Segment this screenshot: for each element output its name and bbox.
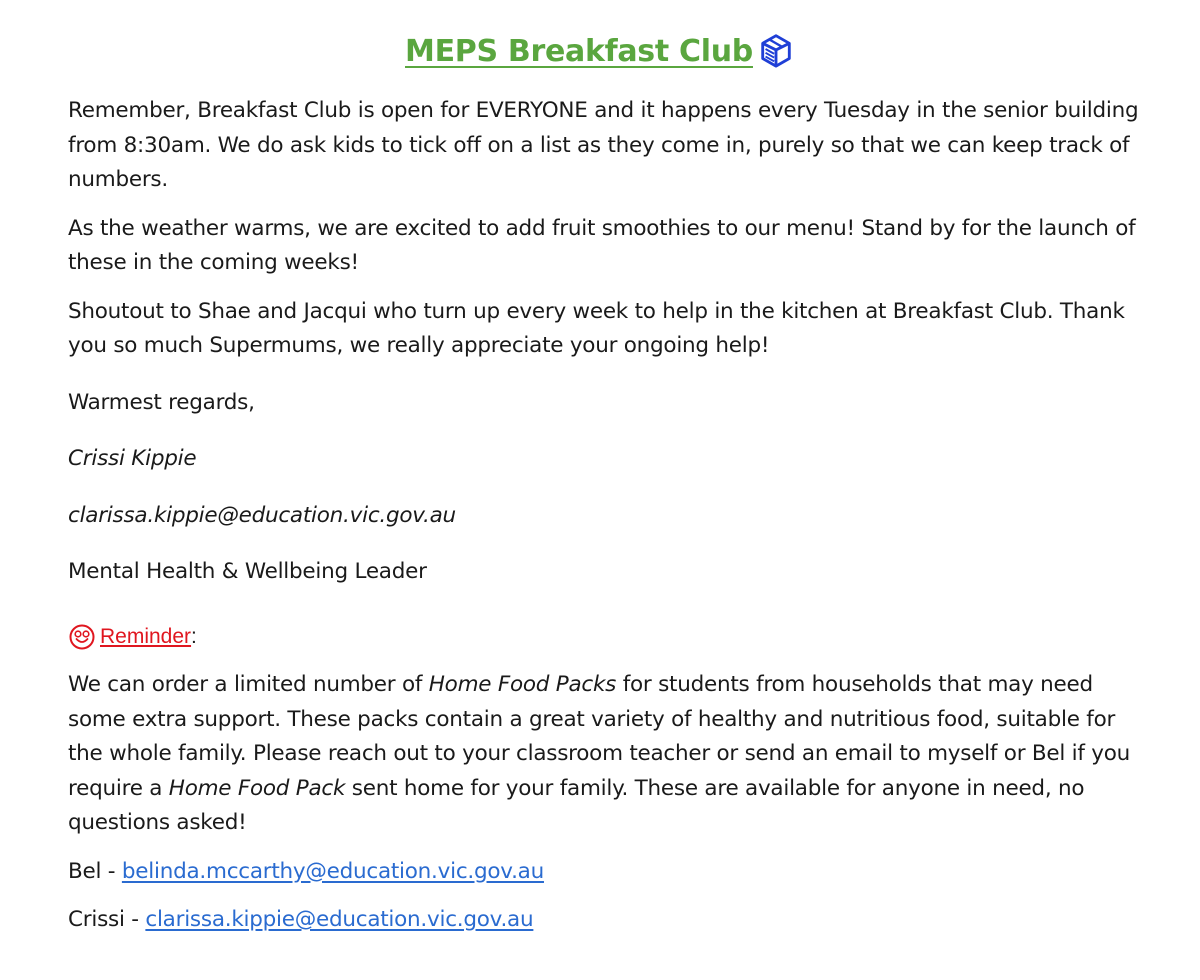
reminder-colon: :	[191, 624, 197, 648]
reminder-text-1: We can order a limited number of	[68, 672, 429, 697]
contact-crissi-name: Crissi -	[68, 907, 146, 932]
title-row	[0, 30, 1200, 69]
contact-crissi	[68, 903, 1148, 938]
paragraph-shoutout: Shoutout to Shae and Jacqui who turn up every week to help in the kitchen at Breakfast Club. Thank you so much Supermums, we really appreciate your ongoing help!	[68, 298, 1125, 358]
contact-bel-name: Bel -	[68, 858, 122, 884]
paragraph-smoothies: As the weather warms, we are excited to add fruit smoothies to our menu! Stand by for the launch of these in the coming weeks!	[68, 215, 1136, 275]
newsletter-body	[68, 94, 1148, 938]
contact-bel-email-link[interactable]: belinda.mccarthy@education.vic.gov.au	[121, 858, 544, 884]
signature-email: clarissa.kippie@education.vic.gov.au	[68, 502, 456, 528]
happy-face-icon	[68, 623, 96, 651]
reminder-italic-1: Home Food Packs	[428, 672, 617, 697]
reminder-italic-2: Home Food Pack	[168, 775, 346, 801]
closing-line: Warmest regards,	[68, 389, 255, 415]
milk-carton-icon	[757, 30, 795, 68]
reminder-text-3: sent home for your family. These are available for anyone in need, no questions asked!	[68, 775, 1085, 835]
contact-bel	[68, 855, 1148, 890]
signature-role: Mental Health & Wellbeing Leader	[68, 559, 427, 584]
paragraph-breakfast-club: Remember, Breakfast Club is open for EVERYONE and it happens every Tuesday in the senior building from 8:30am. We do ask kids to tick off on a list as they come in, purely so that we can keep track of numbers.	[68, 98, 1139, 192]
signature-name: Crissi Kippie	[68, 446, 197, 471]
reminder-label: Reminder	[100, 624, 192, 648]
reminder-text-2: for students from households that may need some extra support. These packs contain a great variety of healthy and nutritious food, suitable for the whole family. Please reach out to your classroom teacher or send an email to myself or Bel if you require a	[68, 672, 1131, 801]
reminder-heading	[68, 620, 1148, 655]
paragraph-home-food-packs	[68, 668, 1148, 841]
contact-crissi-email-link[interactable]: clarissa.kippie@education.vic.gov.au	[145, 907, 534, 932]
page-title: MEPS Breakfast Club	[405, 34, 753, 69]
